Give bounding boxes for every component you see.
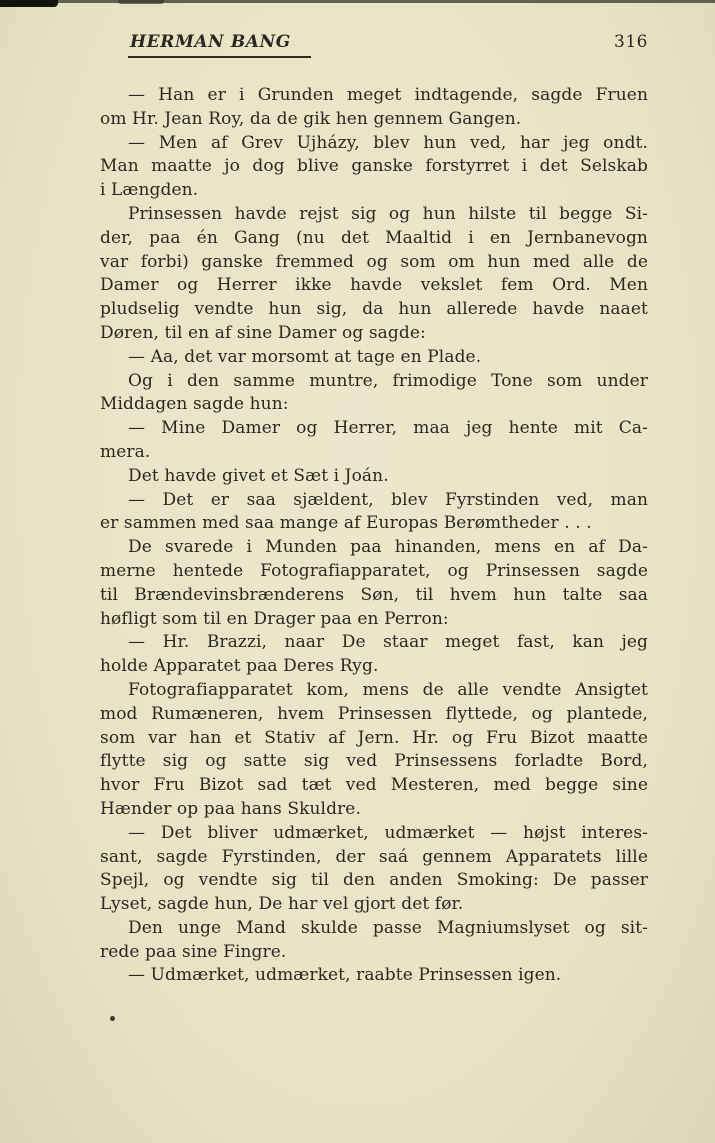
text-line: rede paa sine Fingre. — [100, 941, 287, 962]
text-line: Fotografiapparatet kom, mens de alle vendte Ansigtet — [128, 679, 648, 700]
text-line: sant, sagde Fyrstinden, der saá gennem Apparatets lille — [100, 846, 648, 867]
text-line: merne hentede Fotografiapparatet, og Prinsessen sagde — [100, 560, 648, 581]
paragraph — [100, 489, 648, 537]
paragraph — [100, 203, 648, 346]
text-line: Og i den samme muntre, frimodige Tone som under — [128, 370, 648, 391]
book-title: HERMAN BANG — [128, 32, 311, 58]
text-line: er sammen med saa mange af Europas Berømtheder . . . — [100, 513, 592, 534]
paragraph — [100, 417, 648, 465]
text-line: Middagen sagde hun: — [100, 394, 289, 415]
text-line: Man maatte jo dog blive ganske forstyrret i det Selskab — [100, 156, 648, 177]
text-line: i Længden. — [100, 180, 199, 201]
scan-smudge-artifact — [118, 0, 164, 4]
text-line: — Udmærket, udmærket, raabte Prinsessen igen. — [128, 965, 562, 986]
text-line: — Det er saa sjældent, blev Fyrstinden ved, man — [128, 489, 648, 510]
text-line: — Han er i Grunden meget indtagende, sagde Fruen — [128, 85, 648, 105]
page-content — [100, 32, 648, 988]
text-line: Spejl, og vendte sig til den anden Smoking: De passer — [100, 870, 648, 891]
text-line: om Hr. Jean Roy, da de gik hen gennem Gangen. — [100, 108, 522, 129]
text-line: pludselig vendte hun sig, da hun allerede havde naaet — [100, 299, 648, 320]
paragraph — [100, 84, 648, 132]
text-line: mod Rumæneren, hvem Prinsessen flyttede, og plantede, — [100, 703, 648, 724]
scan-edge-artifact — [0, 0, 715, 3]
text-line: Den unge Mand skulde passe Magniumslyset og sit- — [128, 917, 648, 938]
paragraph — [100, 132, 648, 203]
text-line: — Det bliver udmærket, udmærket — højst interes- — [128, 822, 648, 843]
text-line: til Brændevinsbrænderens Søn, til hvem hun talte saa — [100, 584, 648, 605]
ink-spot-artifact — [110, 1016, 115, 1021]
text-line: — Mine Damer og Herrer, maa jeg hente mit Ca- — [128, 418, 648, 439]
paragraph — [100, 370, 648, 418]
page-body — [100, 84, 648, 988]
running-header — [100, 32, 648, 58]
text-line: — Men af Grev Ujházy, blev hun ved, har jeg ondt. — [128, 132, 648, 153]
text-line: var forbi) ganske fremmed og som om hun med alle de — [100, 251, 648, 272]
text-line: som var han et Stativ af Jern. Hr. og Fru Bizot maatte — [100, 727, 648, 748]
text-line: De svarede i Munden paa hinanden, mens en af Da- — [128, 537, 648, 558]
paragraph — [100, 346, 648, 370]
paragraph — [100, 917, 648, 965]
paragraph — [100, 536, 648, 631]
text-line: høfligt som til en Drager paa en Perron: — [100, 608, 449, 629]
text-line: Det havde givet et Sæt i Joán. — [128, 465, 389, 486]
paragraph — [100, 631, 648, 679]
paragraph — [100, 465, 648, 489]
text-line: hvor Fru Bizot sad tæt ved Mesteren, med begge sine — [100, 775, 648, 796]
text-line: — Hr. Brazzi, naar De staar meget fast, kan jeg — [128, 632, 648, 653]
text-line: mera. — [100, 441, 151, 462]
text-line: flytte sig og satte sig ved Prinsessens forladte Bord, — [100, 751, 648, 772]
page-number: 316 — [614, 32, 648, 52]
paragraph — [100, 964, 648, 988]
text-line: Hænder op paa hans Skuldre. — [100, 798, 361, 819]
text-line: — Aa, det var morsomt at tage en Plade. — [128, 346, 482, 367]
paragraph — [100, 679, 648, 822]
text-line: Døren, til en af sine Damer og sagde: — [100, 322, 426, 343]
text-line: Prinsessen havde rejst sig og hun hilste til begge Si- — [128, 203, 648, 224]
paragraph — [100, 822, 648, 917]
text-line: der, paa én Gang (nu det Maaltid i en Jernbanevogn — [100, 227, 648, 248]
text-line: holde Apparatet paa Deres Ryg. — [100, 656, 379, 677]
text-line: Lyset, sagde hun, De har vel gjort det før. — [100, 894, 464, 915]
scan-corner-artifact — [0, 0, 58, 7]
text-line: Damer og Herrer ikke havde vekslet fem Ord. Men — [100, 275, 648, 296]
